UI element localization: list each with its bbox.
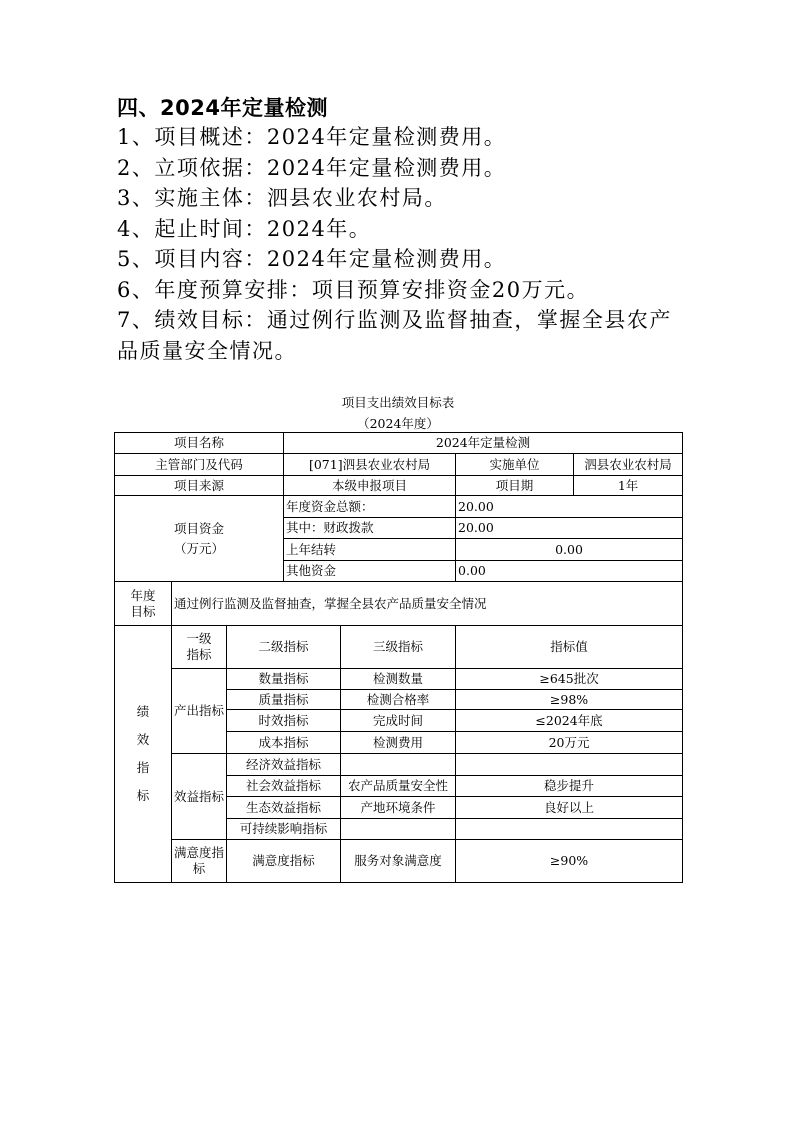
benefit-value: 稳步提升 [456,776,683,797]
output-l3: 检测数量 [341,669,456,690]
output-l2: 成本指标 [227,732,341,754]
table-subtitle: （2024年度） [357,416,439,431]
benefit-l2: 经济效益指标 [227,754,341,776]
output-value: ≥645批次 [456,669,683,690]
annual-goal-label-1: 年度 [130,587,156,603]
table-title: 项目支出绩效目标表 [341,395,455,410]
funds-carryover-label: 上年结转 [284,539,456,561]
annual-goal-label-cell [115,582,172,626]
row-funds-total [115,496,683,518]
period-value: 1年 [574,476,683,496]
output-indicator-label: 产出指标 [172,669,227,754]
benefit-l3: 产地环境条件 [341,797,456,819]
item-content: 5、项目内容：2024年定量检测费用。 [117,247,507,271]
output-l2: 数量指标 [227,669,341,690]
dept-label: 主管部门及代码 [115,454,284,476]
funds-unit: （万元） [174,540,225,556]
perf-label-char-2: 效 [136,732,150,747]
performance-goal-table [114,432,683,883]
funds-other-value: 0.00 [456,561,683,582]
output-l3: 检测合格率 [341,690,456,710]
table-row [115,754,683,776]
project-description [117,122,687,366]
satisfaction-label-b: 标 [192,861,206,876]
satisfaction-l3: 服务对象满意度 [341,840,456,883]
row-source [115,476,683,496]
output-value: ≤2024年底 [456,710,683,732]
annual-goal-text: 通过例行监测及监督抽查，掌握全县农产品质量安全情况 [172,582,683,626]
output-value: ≥98% [456,690,683,710]
impl-unit-label: 实施单位 [456,454,574,476]
funds-other-label: 其他资金 [284,561,456,582]
header-level2: 二级指标 [227,626,341,669]
period-label: 项目期 [456,476,574,496]
benefit-value [456,819,683,840]
item-period: 4、起止时间：2024年。 [117,216,372,241]
satisfaction-indicator-label [172,840,227,883]
funds-carryover-value: 0.00 [456,539,683,561]
satisfaction-l2: 满意度指标 [227,840,341,883]
funds-total-label: 年度资金总额： [284,496,456,518]
header-level1 [172,626,227,669]
funds-label: 项目资金 [174,520,225,536]
table-row [115,669,683,690]
perf-indicator-label-cell [115,626,172,883]
header-level3: 三级指标 [341,626,456,669]
output-l3: 完成时间 [341,710,456,732]
benefit-l3 [341,754,456,776]
section-title: 四、2024年定量检测 [117,96,328,120]
perf-label-char-4: 标 [136,788,150,803]
row-annual-goal [115,582,683,626]
source-label: 项目来源 [115,476,284,496]
header-value: 指标值 [456,626,683,669]
impl-unit-value: 泗县农业农村局 [574,454,683,476]
project-name-value: 2024年定量检测 [284,433,683,454]
funds-total-value: 20.00 [456,496,683,518]
funds-fiscal-value: 20.00 [456,518,683,539]
output-l2: 时效指标 [227,710,341,732]
header-level1-b: 指标 [186,647,212,662]
benefit-l3 [341,819,456,840]
source-value: 本级申报项目 [284,476,456,496]
dept-value: [071]泗县农业农村局 [284,454,456,476]
benefit-l2: 生态效益指标 [227,797,341,819]
item-goal: 7、绩效目标：通过例行监测及监督抽查，掌握全县农产品质量安全情况。 [117,308,672,363]
item-overview: 1、项目概述：2024年定量检测费用。 [117,125,507,149]
benefit-value [456,754,683,776]
row-indicator-header [115,626,683,669]
row-department [115,454,683,476]
perf-label-char-1: 绩 [136,704,150,719]
benefit-l3: 农产品质量安全性 [341,776,456,797]
output-l3: 检测费用 [341,732,456,754]
satisfaction-value: ≥90% [456,840,683,883]
benefit-indicator-label: 效益指标 [172,754,227,840]
funds-label-cell [115,496,284,582]
output-value: 20万元 [456,732,683,754]
header-level1-a: 一级 [186,631,212,646]
row-project-name [115,433,683,454]
table-row [115,840,683,883]
perf-label-char-3: 指 [136,760,150,775]
benefit-l2: 可持续影响指标 [227,819,341,840]
benefit-value: 良好以上 [456,797,683,819]
item-implementer: 3、实施主体：泗县农业农村局。 [117,186,447,210]
satisfaction-label-a: 满意度指 [174,845,225,860]
item-basis: 2、立项依据：2024年定量检测费用。 [117,155,507,180]
annual-goal-label-2: 目标 [130,603,156,619]
funds-fiscal-label: 其中：财政拨款 [284,518,456,539]
project-name-label: 项目名称 [115,433,284,454]
benefit-l2: 社会效益指标 [227,776,341,797]
output-l2: 质量指标 [227,690,341,710]
item-budget: 6、年度预算安排：项目预算安排资金20万元。 [117,277,590,302]
